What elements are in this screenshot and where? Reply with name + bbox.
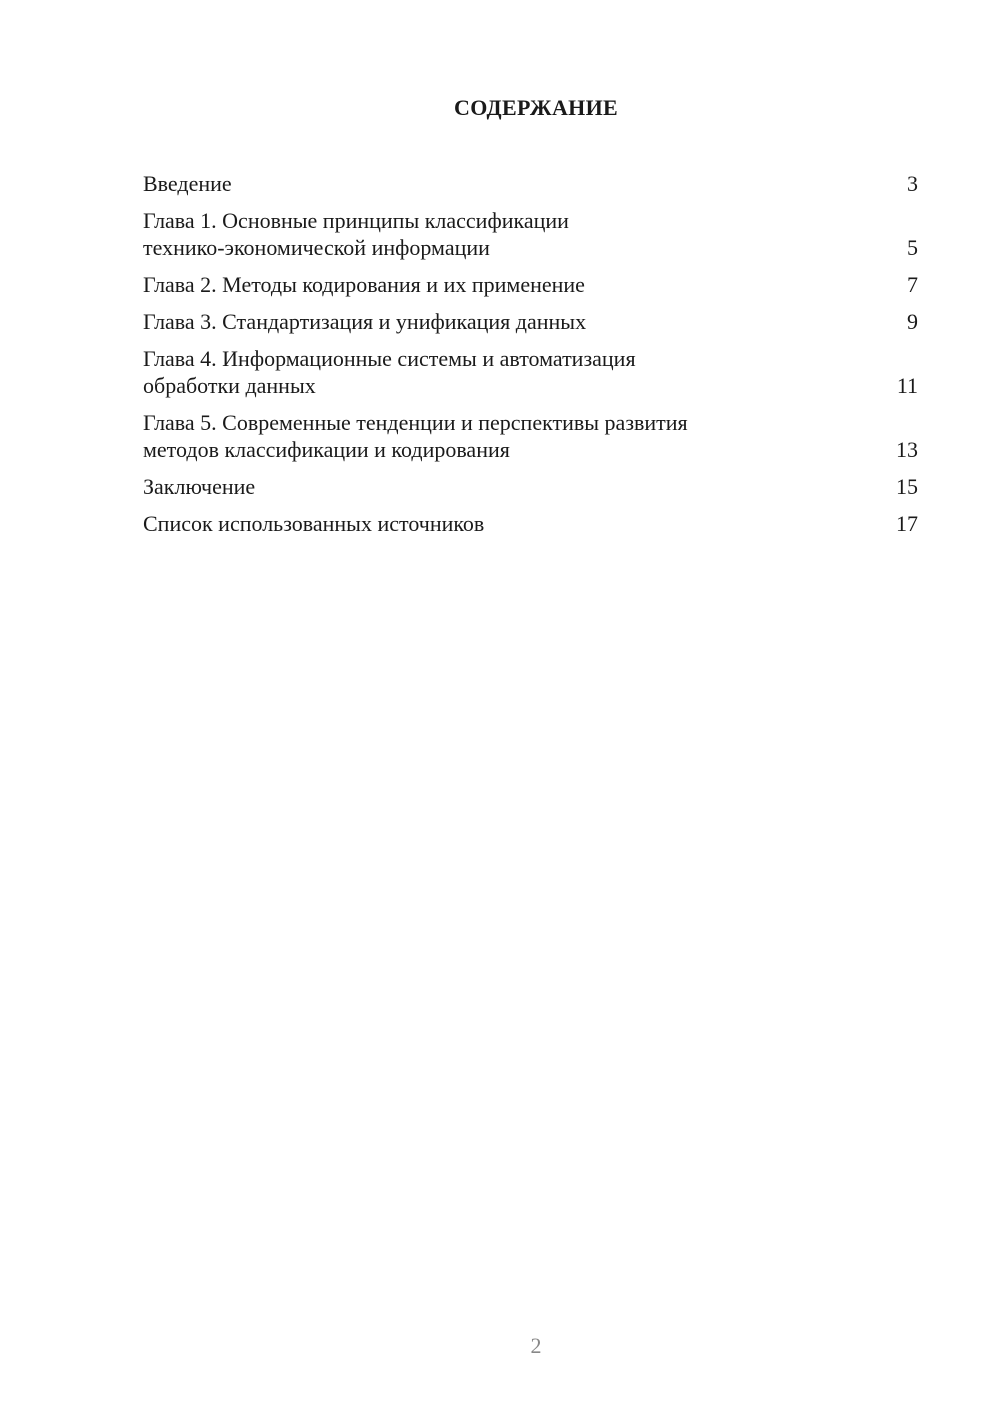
toc-entry bbox=[143, 271, 918, 298]
toc-entry-title: Список использованных источников bbox=[143, 511, 485, 536]
toc-entry bbox=[143, 308, 918, 335]
page-title: СОДЕРЖАНИЕ bbox=[454, 95, 618, 120]
toc-entry-page: 15 bbox=[896, 474, 918, 499]
toc-entry-title: Заключение bbox=[143, 474, 256, 499]
toc-entry-title: Глава 4. Информационные системы и автоматизация обработки данных bbox=[143, 346, 636, 398]
toc-entry-page: 9 bbox=[907, 309, 918, 334]
page-number: 2 bbox=[530, 1333, 542, 1358]
toc-entry bbox=[143, 170, 918, 197]
toc-entry-title: Введение bbox=[143, 171, 232, 196]
toc-entry bbox=[143, 345, 918, 399]
toc-entry-page: 5 bbox=[907, 235, 918, 260]
toc-entry bbox=[143, 510, 918, 537]
toc-entry-page: 17 bbox=[896, 511, 918, 536]
toc-entry-title: Глава 1. Основные принципы классификации технико-экономической информации bbox=[143, 208, 569, 260]
table-of-contents bbox=[143, 170, 918, 547]
toc-entry-title: Глава 5. Современные тенденции и перспективы развития методов классификации и кодирования bbox=[143, 410, 688, 462]
toc-entry-page: 11 bbox=[896, 373, 918, 398]
toc-entry bbox=[143, 207, 918, 261]
toc-entry-title: Глава 3. Стандартизация и унификация данных bbox=[143, 309, 587, 334]
toc-entry-page: 7 bbox=[907, 272, 918, 297]
toc-entry bbox=[143, 473, 918, 500]
toc-entry-title: Глава 2. Методы кодирования и их применение bbox=[143, 272, 585, 297]
toc-entry bbox=[143, 409, 918, 463]
toc-entry-page: 13 bbox=[896, 437, 918, 462]
toc-entry-page: 3 bbox=[907, 171, 918, 196]
